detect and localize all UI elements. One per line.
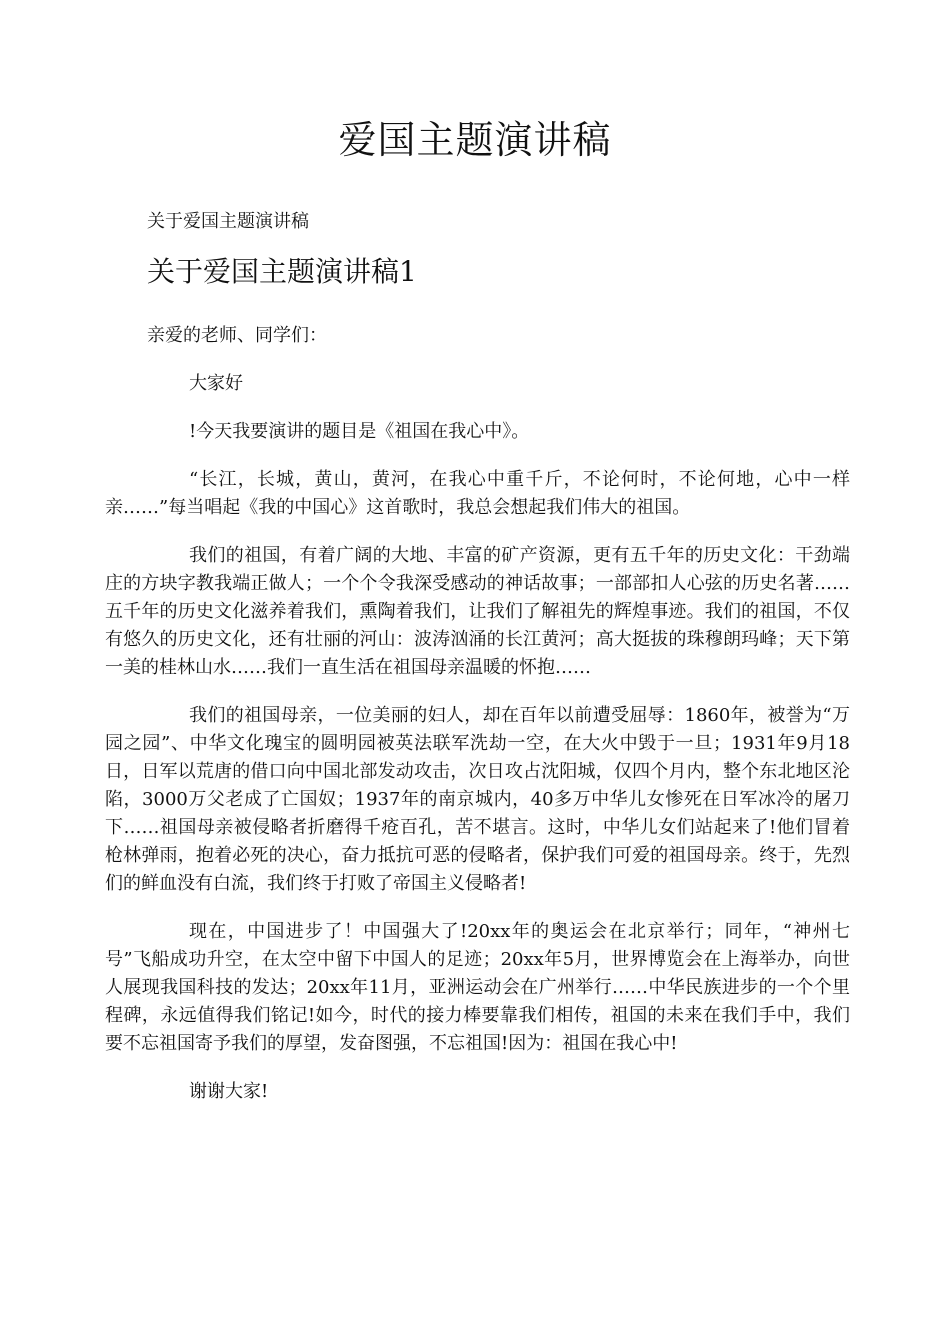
document-subtitle: 关于爱国主题演讲稿 xyxy=(147,211,309,232)
document-title: 爱国主题演讲稿 xyxy=(338,118,612,162)
paragraph-progress: 现在，中国进步了！中国强大了!20xx年的奥运会在北京举行；同年，“神州七号”飞船成功升空，在太空中留下中国人的足迹；20xx年5月，世界博览会在上海举办，向世人展现我国科技的发达；20xx年11月，亚洲运动会在广州举行……中华民族进步的一个个里程碑，永远值得我们铭记!如今，时代的接力棒要靠我们相传，祖国的未来在我们手中，我们要不忘祖国寄予我们的厚望，发奋图强，不忘祖国!因为：祖国在我心中! xyxy=(105,921,850,1054)
paragraph-humiliation: 我们的祖国母亲，一位美丽的妇人，却在百年以前遭受屈辱：1860年，被誉为“万园之园”、中华文化瑰宝的圆明园被英法联军洗劫一空，在大火中毁于一旦；1931年9月18日，日军以荒唐的借口向中国北部发动攻击，次日攻占沈阳城，仅四个月内，整个东北地区沦陷，3000万父老成了亡国奴；1937年的南京城内，40多万中华儿女惨死在日军冰冷的屠刀下……祖国母亲被侵略者折磨得千疮百孔，苦不堪言。这时，中华儿女们站起来了!他们冒着枪林弹雨，抱着必死的决心，奋力抵抗可恶的侵略者，保护我们可爱的祖国母亲。终于，先烈们的鲜血没有白流，我们终于打败了帝国主义侵略者! xyxy=(105,705,850,894)
paragraph-topic: !今天我要演讲的题目是《祖国在我心中》。 xyxy=(189,421,530,442)
closing: 谢谢大家! xyxy=(189,1081,269,1102)
paragraph-history: 我们的祖国，有着广阔的大地、丰富的矿产资源，更有五千年的历史文化：干劲端庄的方块字教我端正做人；一个个令我深受感动的神话故事；一部部扣人心弦的历史名著……五千年的历史文化滋养着我们，熏陶着我们，让我们了解祖先的辉煌事迹。我们的祖国，不仅有悠久的历史文化，还有壮丽的河山：波涛汹涌的长江黄河；高大挺拔的珠穆朗玛峰；天下第一美的桂林山水……我们一直生活在祖国母亲温暖的怀抱…… xyxy=(105,545,850,678)
speech-body xyxy=(105,322,850,1126)
salutation: 亲爱的老师、同学们： xyxy=(147,325,327,346)
section-heading: 关于爱国主题演讲稿1 xyxy=(147,255,417,288)
paragraph-song: “长江，长城，黄山，黄河，在我心中重千斤，不论何时，不论何地，心中一样亲……”每当唱起《我的中国心》这首歌时，我总会想起我们伟大的祖国。 xyxy=(105,469,850,518)
greeting: 大家好 xyxy=(189,373,243,394)
